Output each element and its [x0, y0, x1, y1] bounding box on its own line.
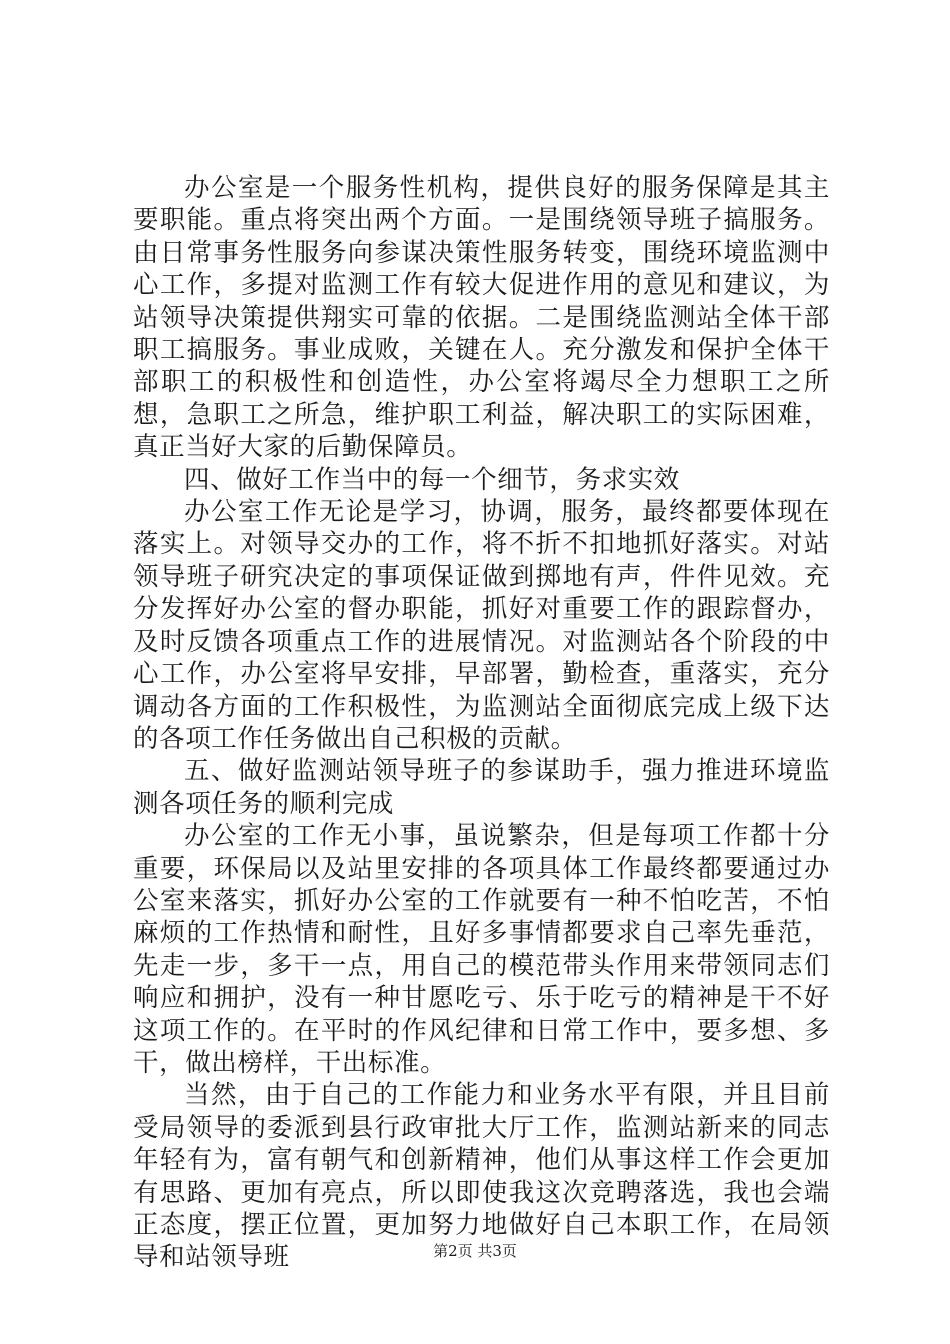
heading-section-four: 四、做好工作当中的每一个细节，务求实效 [184, 464, 680, 495]
paragraph-implementation: 办公室工作无论是学习，协调，服务，最终都要体现在落实上。对领导交办的工作，将不折不扣地抓好落实。对站领导班子研究决定的事项保证做到掷地有声，件件见效。充分发挥好办公室的督办职能，抓好对重要工作的跟踪督办，及时反馈各项重点工作的进展情况。对监测站各个阶段的中心工作，办公室将早安排，早部署，勤检查，重落实，充分调动各方面的工作积极性，为监测站全面彻底完成上级下达的各项工作任务做出自己积极的贡献。 [133, 497, 830, 754]
paragraph-conclusion: 当然，由于自己的工作能力和业务水平有限，并且目前受局领导的委派到县行政审批大厅工作，监测站新来的同志年轻有为，富有朝气和创新精神，他们从事这样工作会更加有思路、更加有亮点，所以即使我这次竞聘落选，我也会端正态度，摆正位置，更加努力地做好自己本职工作，在局领导和站领导班 [133, 1080, 830, 1273]
document-body [133, 172, 830, 1274]
page-number-footer: 第2页 共3页 [433, 1242, 517, 1260]
paragraph-no-small-matters: 办公室的工作无小事，虽说繁杂，但是每项工作都十分重要，环保局以及站里安排的各项具体工作最终都要通过办公室来落实，抓好办公室的工作就要有一种不怕吃苦，不怕麻烦的工作热情和耐性，且好多事情都要求自己率先垂范，先走一步，多干一点，用自己的模范带头作用来带领同志们响应和拥护，没有一种甘愿吃亏、乐于吃亏的精神是干不好这项工作的。在平时的作风纪律和日常工作中，要多想、多干，做出榜样，干出标准。 [133, 821, 830, 1078]
heading-section-five: 五、做好监测站领导班子的参谋助手，强力推进环境监测各项任务的顺利完成 [133, 756, 830, 819]
paragraph-service-role: 办公室是一个服务性机构，提供良好的服务保障是其主要职能。重点将突出两个方面。一是围绕领导班子搞服务。由日常事务性服务向参谋决策性服务转变，围绕环境监测中心工作，多提对监测工作有较大促进作用的意见和建议，为站领导决策提供翔实可靠的依据。二是围绕监测站全体干部职工搞服务。事业成败，关键在人。充分激发和保护全体干部职工的积极性和创造性，办公室将竭尽全力想职工之所想，急职工之所急，维护职工利益，解决职工的实际困难，真正当好大家的后勤保障员。 [133, 173, 830, 463]
